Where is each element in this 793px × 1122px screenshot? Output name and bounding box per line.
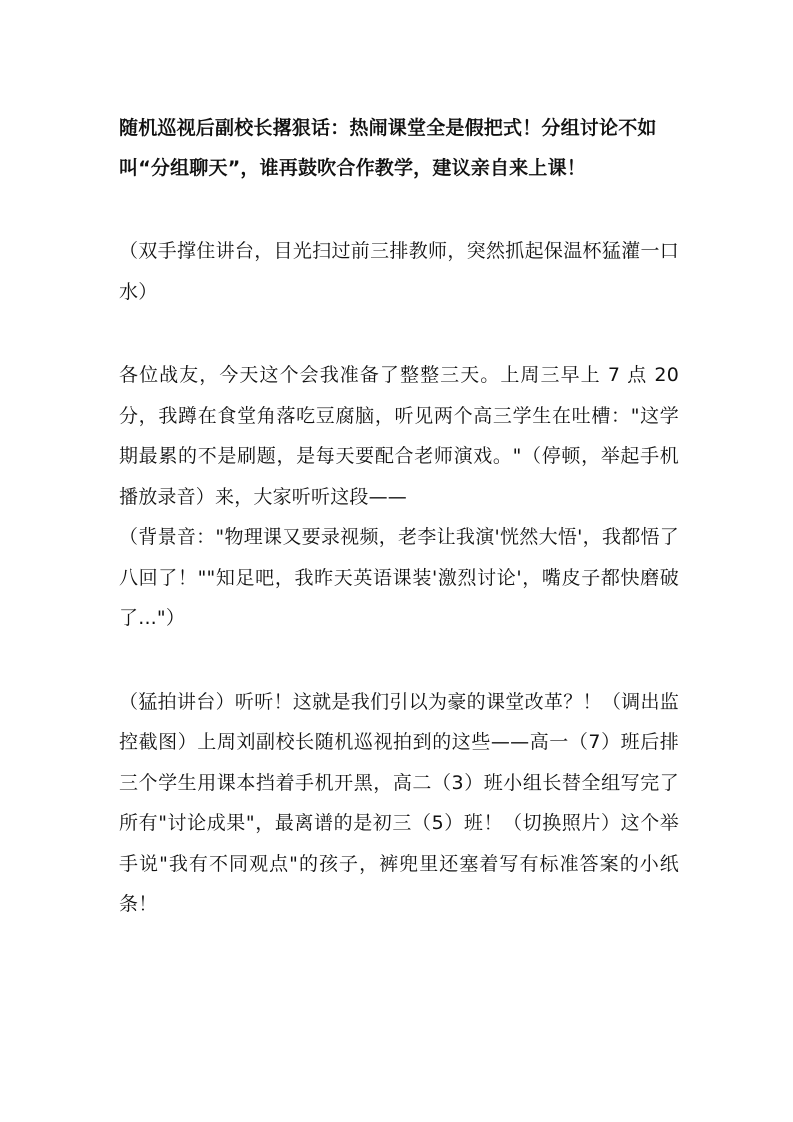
document-page: [119, 108, 679, 925]
document-title: 随机巡视后副校长撂狠话：热闹课堂全是假把式！分组讨论不如叫“分组聊天”，谁再鼓吹合作教学，建议亲自来上课！: [119, 117, 657, 179]
paragraph-recording: （背景音："物理课又要录视频，老李让我演'恍然大悟'，我都悟了八回了！""知足吧，我昨天英语课装'激烈讨论'，嘴皮子都快磨破了..."）: [119, 526, 679, 629]
spacer: [119, 188, 679, 231]
paragraph-stage-direction: （双手撑住讲台，目光扫过前三排教师，突然抓起保温杯猛灌一口水）: [119, 240, 679, 303]
spacer: [119, 312, 679, 355]
spacer: [119, 639, 679, 682]
paragraph-opening: 各位战友，今天这个会我准备了整整三天。上周三早上 7 点 20 分，我蹲在食堂角落吃豆腐脑，听见两个高三学生在吐槽："这学期最累的不是刷题，是每天要配合老师演戏。"（停顿，举起手机播放录音）来，大家听听这段——: [119, 364, 679, 508]
paragraph-classroom-reform: （猛拍讲台）听听！这就是我们引以为豪的课堂改革？！（调出监控截图）上周刘副校长随机巡视拍到的这些——高一（7）班后排三个学生用课本挡着手机开黑，高二（3）班小组长替全组写完了所有"讨论成果"，最离谱的是初三（5）班！（切换照片）这个举手说"我有不同观点"的孩子，裤兜里还塞着写有标准答案的小纸条！: [119, 690, 679, 915]
